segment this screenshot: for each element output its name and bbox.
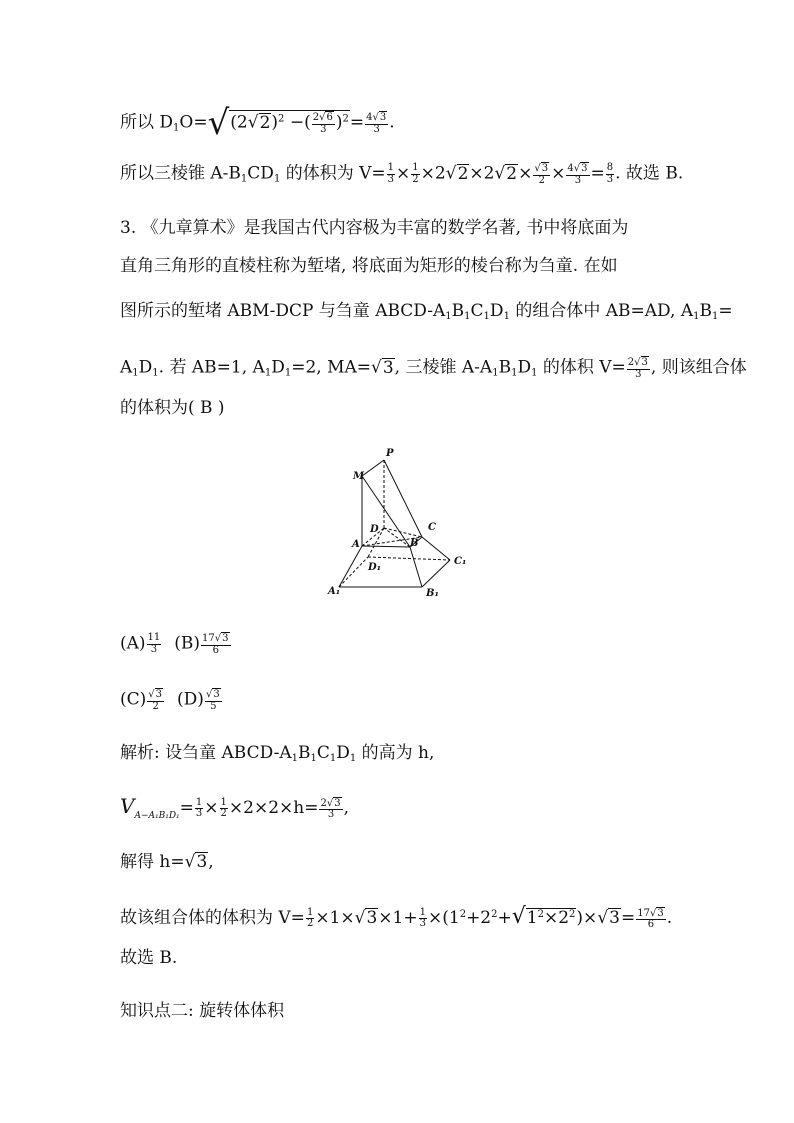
edge-mb	[362, 476, 410, 547]
edge-d1c1	[368, 557, 450, 560]
label-d: D	[370, 524, 379, 535]
edge-pc	[384, 460, 422, 537]
option-a: (A) $\frac{11}{3}$	[120, 632, 161, 655]
label-a: A	[352, 539, 360, 550]
edge-dc	[384, 528, 422, 537]
solution-line-d1o: 所以 $D_1O=√(2√2)^2$ −( $\frac{2√6}{3}$ )$^2$= $\frac{4√3}{3}$ .	[120, 103, 395, 143]
options-ab	[120, 632, 244, 656]
question-3-line-5: 的体积为( B )	[120, 398, 225, 418]
label-a1: A₁	[328, 586, 341, 597]
edge-b1c1	[422, 560, 450, 587]
option-d: (D) $\frac{√3}{5}$	[177, 689, 220, 712]
solution-line-volume: 所以三棱锥 $A-B_1CD_1$ 的体积为 V= $\frac{1}{3}$ × $\frac{1}{2}$ ×2√2×2√2× $\frac{√3}{2}$ × $\frac{4√3}{3}$ = $\frac{8}{3}$ . 故选 B.	[120, 162, 684, 186]
edge-bd	[384, 528, 410, 547]
edge-ab	[362, 546, 410, 547]
question-3-line-4: $A_1D_1$. 若 AB=1, $A_1D_1=2$, MA=√3, 三棱锥 $A-A_1B_1D_1$ 的体积 V= $\frac{2√3}{3}$ , 则该组合体	[120, 357, 747, 380]
edge-aa1	[339, 546, 362, 587]
label-b: B	[410, 538, 419, 549]
label-c1: C₁	[454, 556, 467, 567]
solution-intro: 解析: 设刍童 ABCD-$A_1B_1C_1D_1$ 的高为 h,	[120, 743, 435, 764]
geometry-figure	[322, 442, 472, 602]
solution-total-volume: 故该组合体的体积为 V= $\frac{1}{2}$ ×1×√3×1+ $\frac{1}{3}$ $\times(1^2+2^2+√1^2\times 2^2)\times√3=$ $\frac{17√3}{6}$ .	[120, 904, 673, 930]
section-heading: 知识点二: 旋转体体积	[120, 1001, 285, 1021]
solution-h-value: 解得 h=√3,	[120, 852, 214, 872]
label-p: P	[386, 448, 394, 459]
label-b1: B₁	[426, 588, 439, 599]
label-d1: D₁	[368, 562, 382, 573]
question-3-line-2: 直角三角形的直棱柱称为堑堵, 将底面为矩形的棱台称为刍童. 在如	[120, 256, 618, 276]
option-c: (C) $\frac{√3}{2}$	[120, 689, 163, 712]
question-3-line-3: 图所示的堑堵 ABM-DCP 与刍童 ABCD-$A_1B_1C_1D_1$ 的组合体中 AB=AD, $A_1B_1=$	[120, 301, 733, 322]
label-c: C	[428, 522, 436, 533]
edge-bb1	[410, 547, 422, 587]
edge-cc1	[422, 537, 450, 560]
question-3-line-1: 3. 《九章算术》是我国古代内容极为丰富的数学名著, 书中将底面为	[120, 218, 629, 238]
option-b: (B) $\frac{17√3}{6}$	[174, 633, 229, 656]
edge-mp	[362, 460, 384, 476]
options-cd	[120, 688, 235, 712]
solution-answer: 故选 B.	[120, 948, 178, 968]
solution-volume-equation: $V_{A-A_1B_1D_1}=$ $\frac{1}{3}$ × $\frac{1}{2}$ ×2×2×h= $\frac{2√3}{3}$ ,	[120, 794, 349, 821]
label-m: M	[353, 471, 365, 482]
